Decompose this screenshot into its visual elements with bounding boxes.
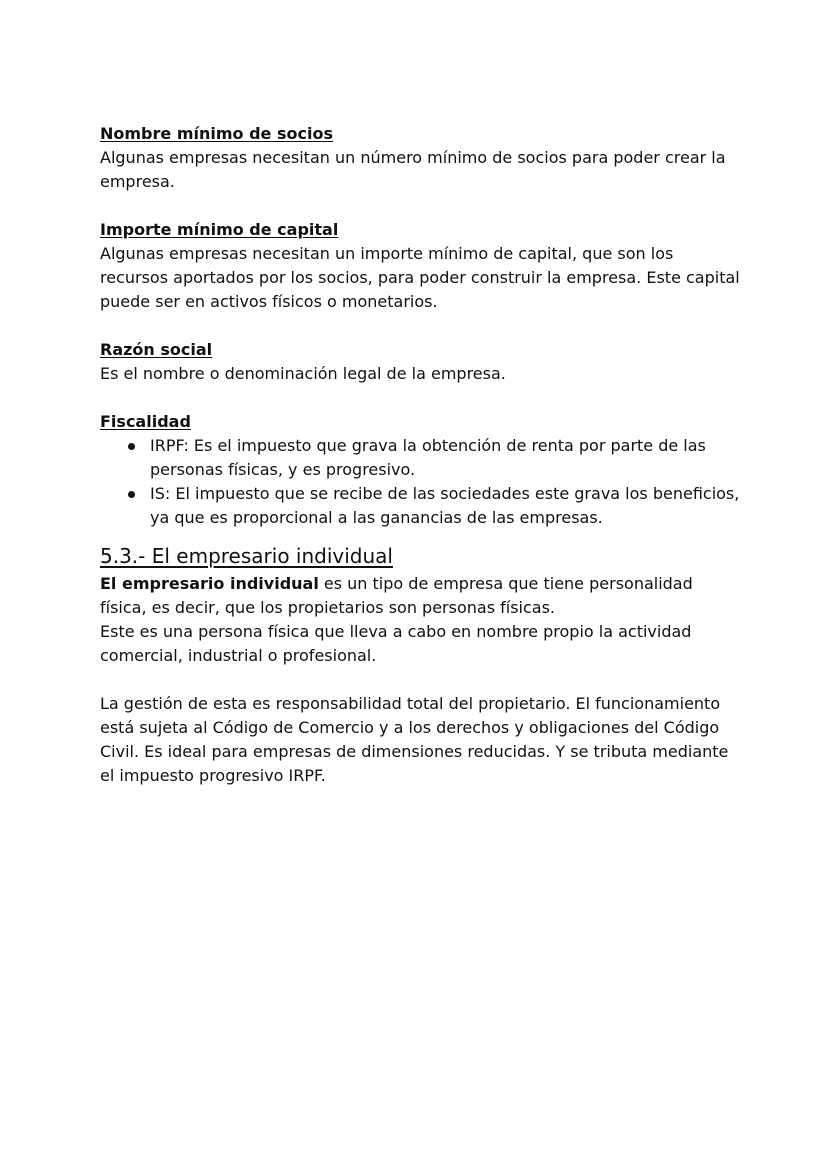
fiscalidad-list xyxy=(100,434,740,530)
section-line-2: Este es una persona física que lleva a cabo en nombre propio la actividad comercial, industrial o profesional. xyxy=(100,622,692,665)
spacer xyxy=(100,668,740,692)
text-socios: Algunas empresas necesitan un número mínimo de socios para poder crear la empresa. xyxy=(100,148,726,191)
spacer xyxy=(100,386,740,410)
list-item xyxy=(100,482,740,530)
spacer xyxy=(100,314,740,338)
heading-socios: Nombre mínimo de socios xyxy=(100,124,333,143)
section-intro-rest: es un tipo de empresa que tiene personalidad física, es decir, que los propietarios son personas físicas. xyxy=(100,574,693,617)
list-item-text: IS: El impuesto que se recibe de las sociedades este grava los beneficios, ya que es proporcional a las ganancias de las empresas. xyxy=(150,484,740,527)
text-capital: Algunas empresas necesitan un importe mínimo de capital, que son los recursos aportados por los socios, para poder construir la empresa. Este capital puede ser en activos físicos o monetarios. xyxy=(100,244,740,311)
section-paragraph: La gestión de esta es responsabilidad total del propietario. El funcionamiento está sujeta al Código de Comercio y a los derechos y obligaciones del Código Civil. Es ideal para empresas de dimensiones reducidas. Y se tributa mediante el impuesto progresivo IRPF. xyxy=(100,694,729,785)
list-item xyxy=(100,434,740,482)
heading-razon-social: Razón social xyxy=(100,340,213,359)
heading-capital: Importe mínimo de capital xyxy=(100,220,339,239)
list-item-text: IRPF: Es el impuesto que grava la obtención de renta por parte de las personas físicas, y es progresivo. xyxy=(150,436,706,479)
section-intro-bold: El empresario individual xyxy=(100,574,319,593)
bullet-icon xyxy=(128,443,135,450)
heading-fiscalidad: Fiscalidad xyxy=(100,412,191,431)
spacer xyxy=(100,194,740,218)
bullet-icon xyxy=(128,491,135,498)
text-razon-social: Es el nombre o denominación legal de la empresa. xyxy=(100,364,506,383)
section-title: 5.3.- El empresario individual xyxy=(100,544,393,568)
section-intro xyxy=(100,572,740,620)
document-page xyxy=(100,122,740,788)
